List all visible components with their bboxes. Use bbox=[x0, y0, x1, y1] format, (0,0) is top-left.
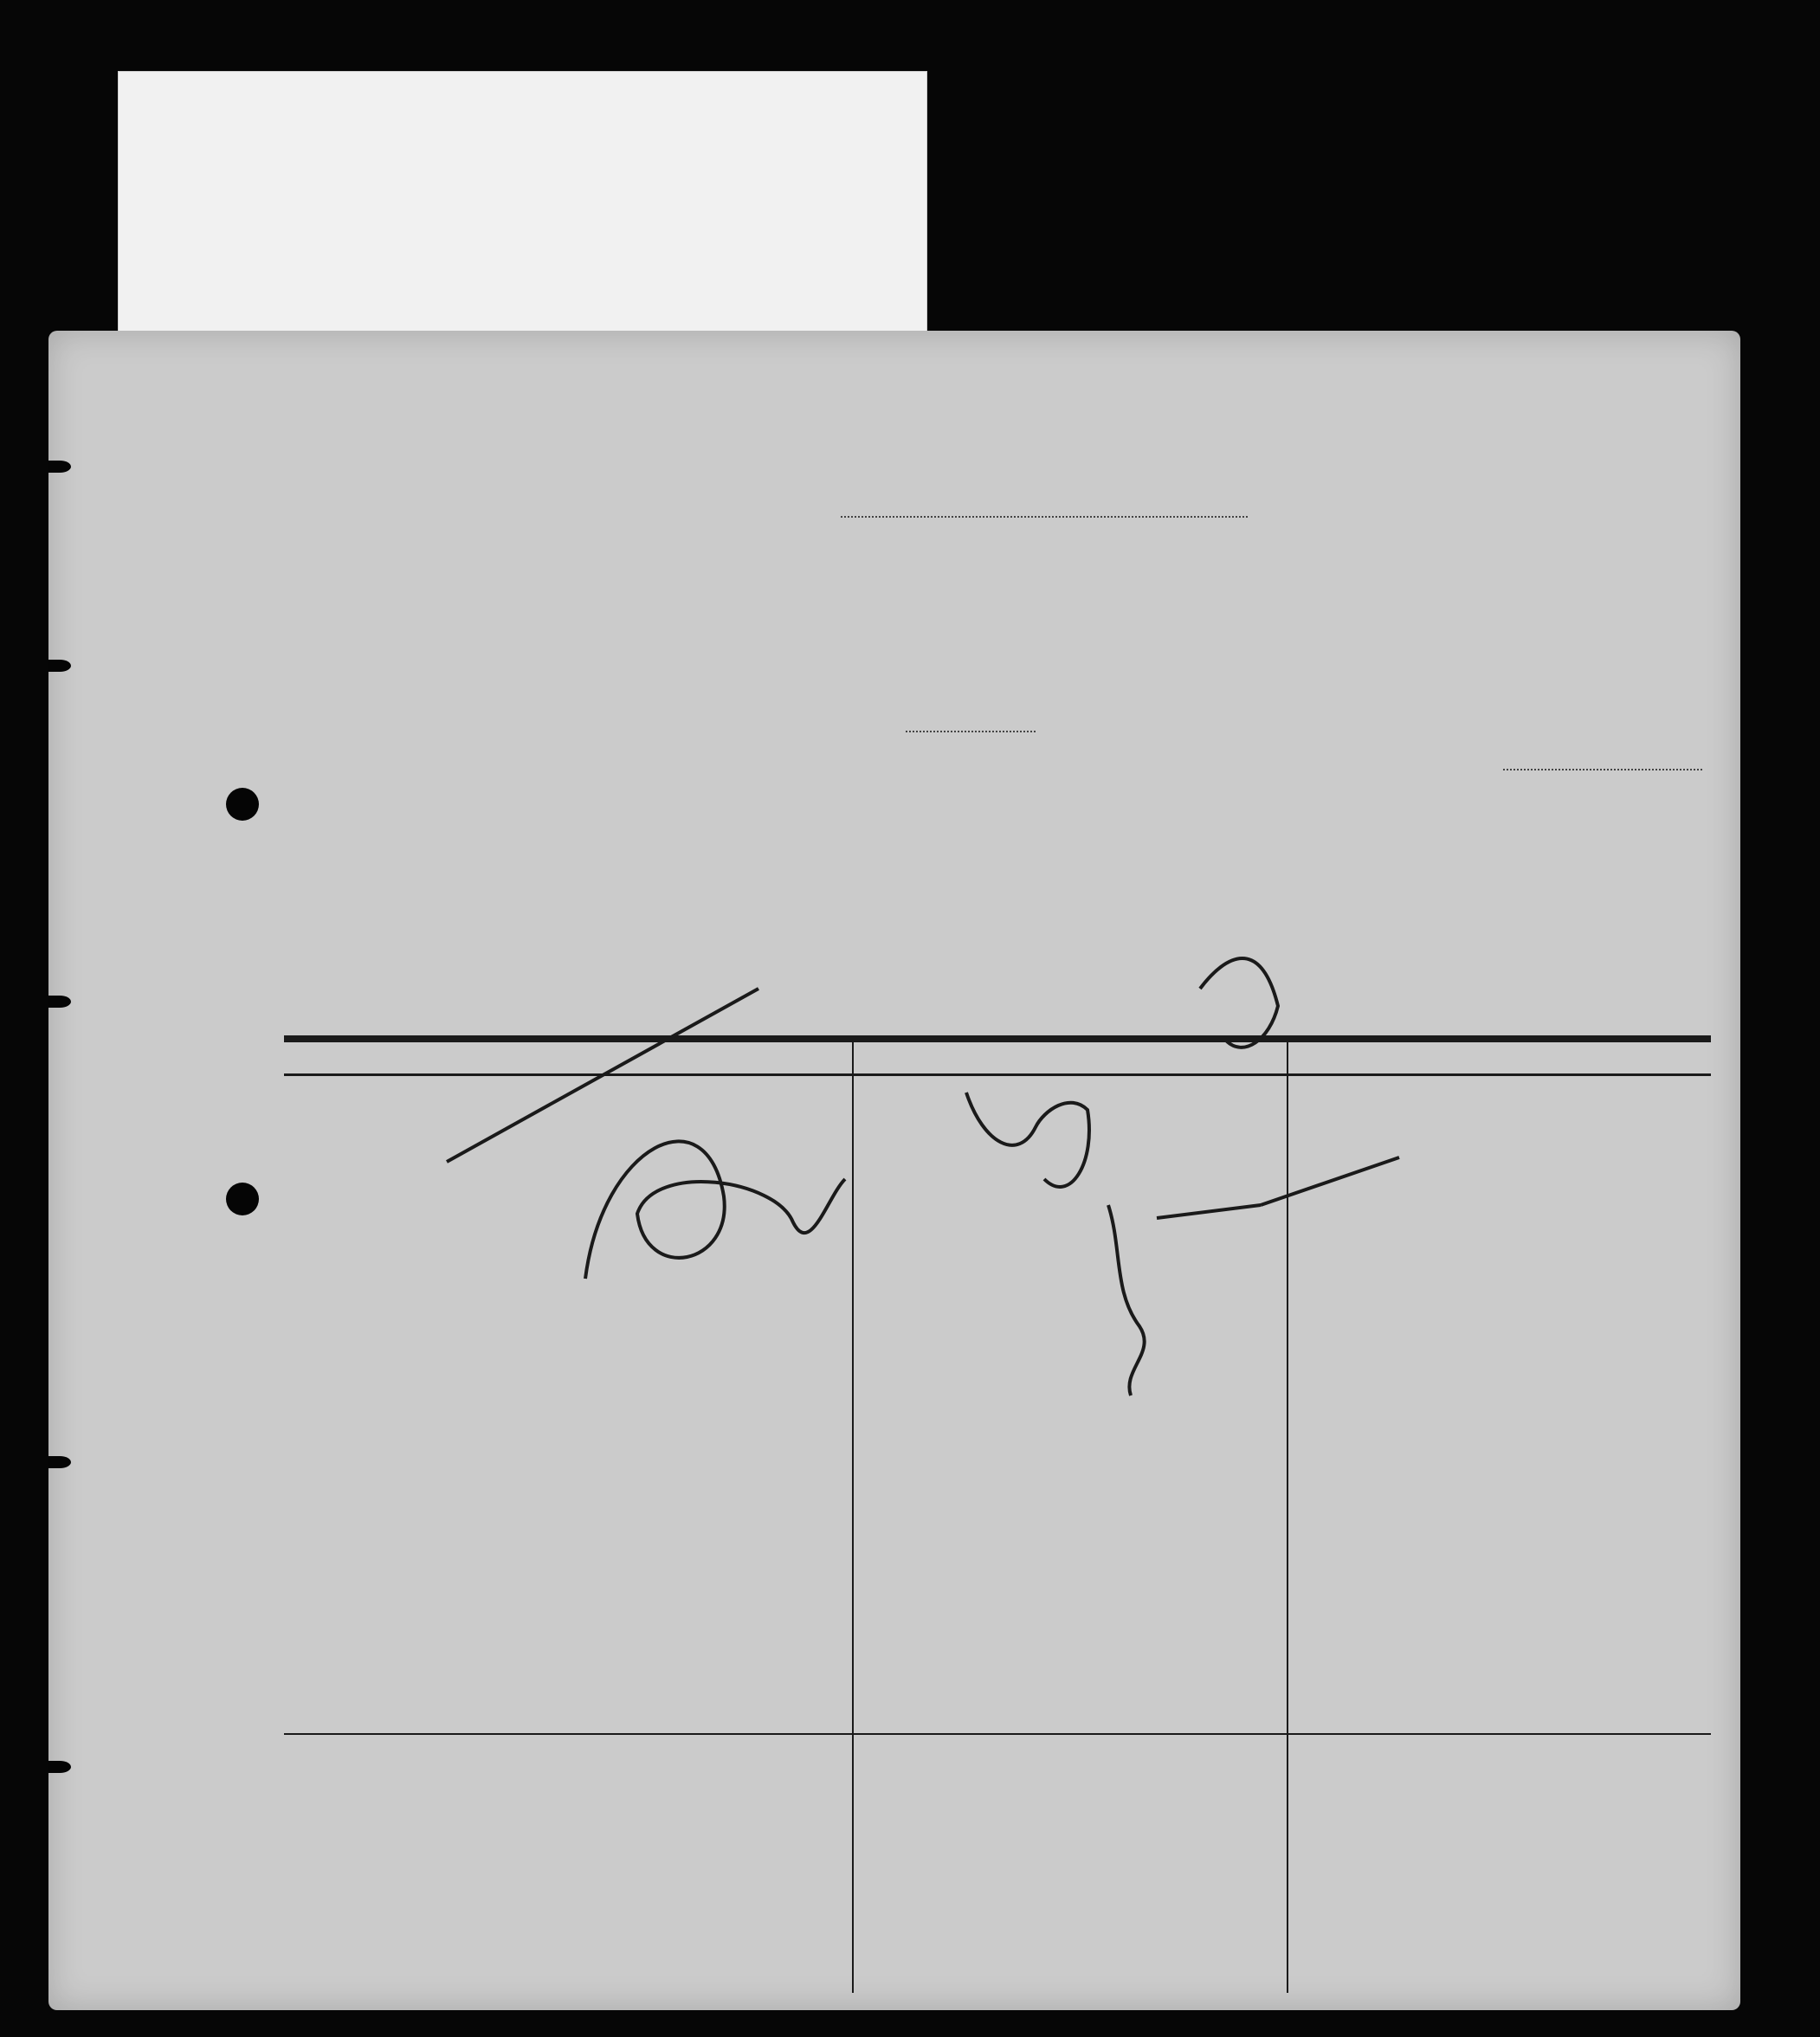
signature-stroke bbox=[585, 1141, 845, 1279]
signature-stroke bbox=[1108, 1205, 1145, 1396]
signature-stroke bbox=[966, 1093, 1089, 1187]
signature-stroke bbox=[447, 989, 758, 1162]
birth-record-sheet bbox=[48, 331, 1740, 2010]
signature-stroke bbox=[1157, 1157, 1399, 1218]
pencil-signature bbox=[48, 331, 1740, 2010]
bleed-through-label bbox=[118, 71, 927, 358]
signature-stroke bbox=[1200, 958, 1278, 1048]
